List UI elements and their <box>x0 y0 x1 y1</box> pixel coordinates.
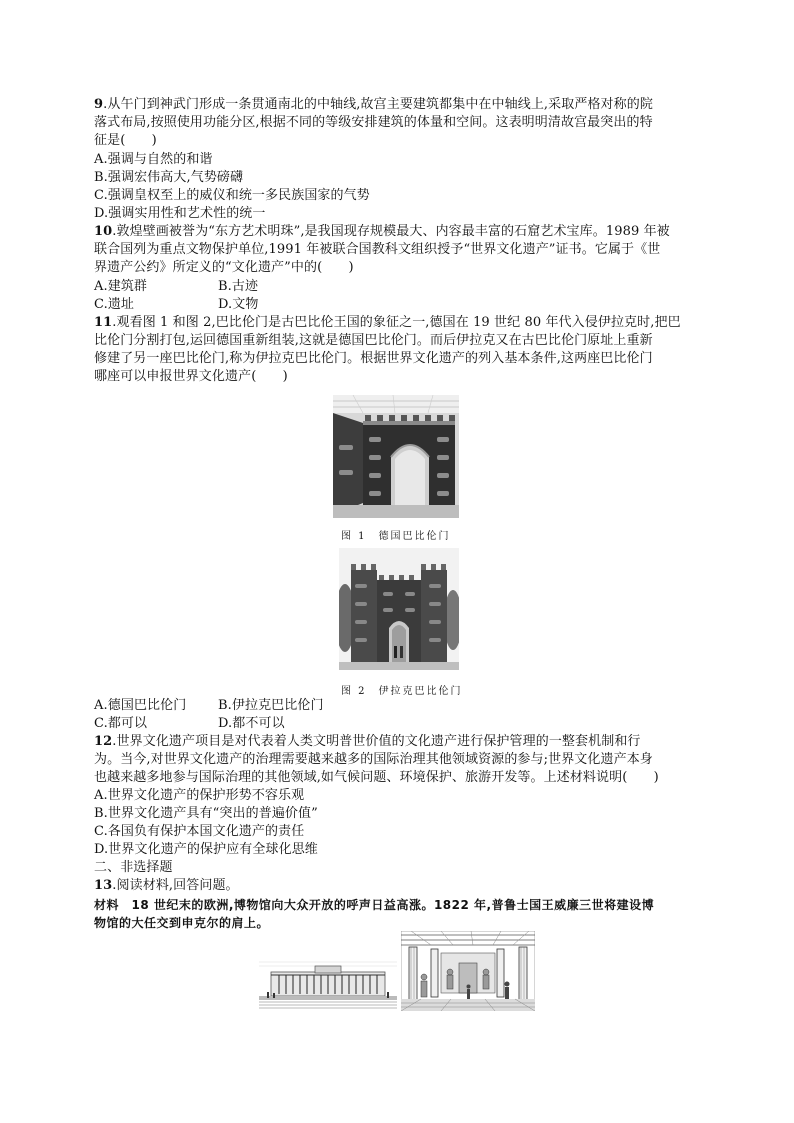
q11-option-c: C.都可以 <box>94 716 148 731</box>
q9-stem-line-2: 落式布局,按照使用功能分区,根据不同的等级安排建筑的体量和空间。这表明明清故宫最突出的特 <box>94 115 653 130</box>
q12-stem-line-3: 也越来越多地参与国际治理的其他领域,如气候问题、环境保护、旅游开发等。上述材料说明( ) <box>94 770 659 785</box>
section-2-title: 二、非选择题 <box>94 860 173 875</box>
q12-stem-line-2: 为。当今,对世界文化遗产的治理需要越来越多的国际治理其他领域资源的参与;世界文化遗产本身 <box>94 752 653 767</box>
figure-2-iraqi-babylon-gate-photo <box>339 548 459 670</box>
q9-option-b: B.强调宏伟高大,气势磅礴 <box>94 170 244 185</box>
q11-stem-line-2: 比伦门分割打包,运回德国重新组装,这就是德国巴比伦门。而后伊拉克又在古巴比伦门原址上重新 <box>94 333 653 348</box>
museum-exterior-sketch <box>259 958 397 1010</box>
q11-options-row-1 <box>94 697 702 715</box>
q10-stem-line-3: 界遗产公约》所定义的“文化遗产”中的( ) <box>94 260 354 275</box>
q9-option-c: C.强调皇权至上的威仪和统一多民族国家的气势 <box>94 188 370 203</box>
q11-option-a: A.德国巴比伦门 <box>94 698 187 713</box>
q12-option-d: D.世界文化遗产的保护应有全球化思维 <box>94 842 318 857</box>
q9-stem-line-3: 征是( ) <box>94 133 157 148</box>
q10-options-row-2 <box>94 296 702 314</box>
q13-material-line-2: 物馆的大任交到申克尔的肩上。 <box>94 916 270 930</box>
q11-stem-line-1: 11.观看图 1 和图 2,巴比伦门是古巴比伦王国的象征之一,德国在 19 世纪 80 年代入侵伊拉克时,把巴 <box>94 315 681 330</box>
q10-option-c: C.遗址 <box>94 297 135 312</box>
q11-option-d: D.都不可以 <box>218 716 285 731</box>
q10-stem-line-2: 联合国列为重点文物保护单位,1991 年被联合国教科文组织授予“世界文化遗产”证书。它属于《世 <box>94 242 661 257</box>
q12-stem-line-1: 12.世界文化遗产项目是对代表着人类文明普世价值的文化遗产进行保护管理的一整套机制和行 <box>94 734 641 749</box>
q10-stem-line-1: 10.敦煌壁画被誉为“东方艺术明珠”,是我国现存规模最大、内容最丰富的石窟艺术宝库。1989 年被 <box>94 224 670 239</box>
q10-option-a: A.建筑群 <box>94 279 148 294</box>
q12-option-a: A.世界文化遗产的保护形势不容乐观 <box>94 788 305 803</box>
q10-option-d: D.文物 <box>218 297 259 312</box>
q11-option-b: B.伊拉克巴比伦门 <box>218 698 324 713</box>
q9-stem-line-1: 9.从午门到神武门形成一条贯通南北的中轴线,故宫主要建筑都集中在中轴线上,采取严格对称的院 <box>94 97 653 112</box>
museum-interior-sketch <box>401 931 535 1011</box>
q11-stem-line-4: 哪座可以申报世界文化遗产( ) <box>94 369 288 384</box>
q11-stem-line-3: 修建了另一座巴比伦门,称为伊拉克巴比伦门。根据世界文化遗产的列入基本条件,这两座巴比伦门 <box>94 351 653 366</box>
q12-option-b: B.世界文化遗产具有“突出的普遍价值” <box>94 806 318 821</box>
q9-option-d: D.强调实用性和艺术性的统一 <box>94 206 266 221</box>
q10-options-row-1 <box>94 278 702 296</box>
q10-option-b: B.古迹 <box>218 279 259 294</box>
figure-1-german-babylon-gate-photo <box>333 395 459 518</box>
q13-stem: 13.阅读材料,回答问题。 <box>94 878 239 893</box>
q9-option-a: A.强调与自然的和谐 <box>94 152 213 167</box>
q12-option-c: C.各国负有保护本国文化遗产的责任 <box>94 824 305 839</box>
q11-options-row-2 <box>94 715 702 733</box>
q13-material-line-1: 材料 18 世纪末的欧洲,博物馆向大众开放的呼声日益高涨。1822 年,普鲁士国王威廉三世将建设博 <box>94 898 655 912</box>
figure-1-caption: 图 1 德国巴比伦门 <box>341 531 451 542</box>
figure-2-caption: 图 2 伊拉克巴比伦门 <box>341 686 463 697</box>
